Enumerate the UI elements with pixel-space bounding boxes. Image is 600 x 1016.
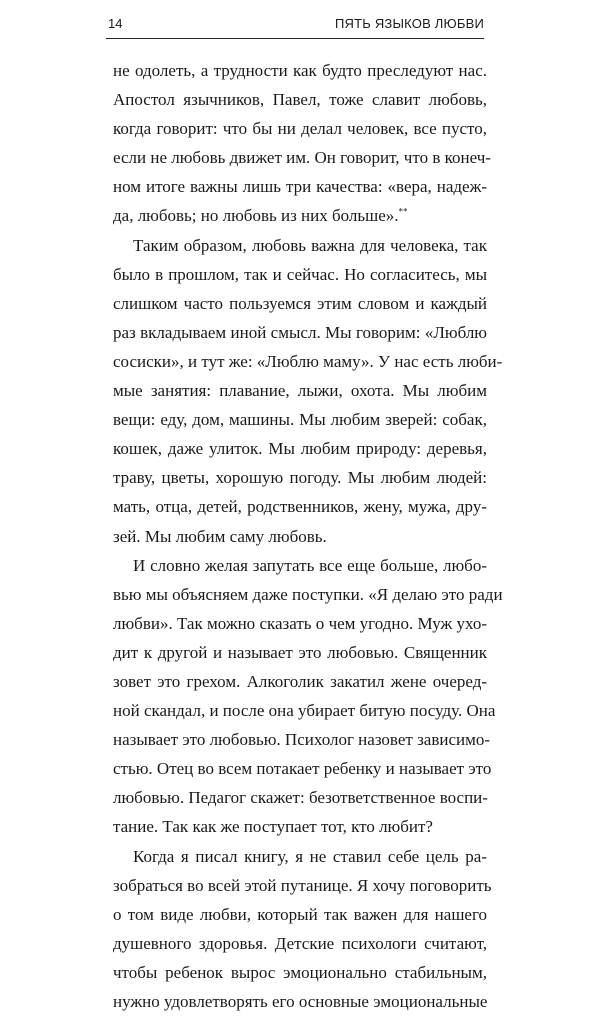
text-line: мые занятия: плавание, лыжи, охота. Мы любим [113,381,487,401]
page-header [106,14,484,39]
text-line: кошек, даже улиток. Мы любим природу: деревья, [113,439,487,459]
text-line: о том виде любви, который так важен для нашего [113,904,487,924]
text-line: душевного здоровья. Детские психологи считают, [113,933,487,953]
text-line: Когда я писал книгу, я не ставил себе цель ра- [133,846,487,866]
text-line: сосиски», и тут же: «Люблю маму». У нас есть люби- [113,351,503,371]
text-line: когда говорит: что бы ни делал человек, все пусто, [113,119,487,139]
text-fragment: да, любовь; но любовь из них больше». [113,206,399,226]
paragraph-3 [113,551,503,842]
text-line: не одолеть, а трудности как будто преследуют нас. [113,61,487,80]
text-line [113,201,487,230]
text-line: если не любовь движет им. Он говорит, что в конеч- [113,148,491,168]
text-line: вью мы объясняем даже поступки. «Я делаю это ради [113,584,503,604]
text-line: любви». Так можно сказать о чем угодно. Муж ухо- [113,613,487,633]
text-line: чтобы ребенок вырос эмоционально стабильным, [113,962,487,982]
text-line: раз вкладываем иной смысл. Мы говорим: «Люблю [113,322,487,342]
footnote-mark: ** [398,206,408,217]
text-line: вещи: еду, дом, машины. Мы любим зверей: собак, [113,410,487,430]
text-line: ной скандал, и после она убирает битую посуду. Она [113,701,496,721]
text-line: И словно желая запутать все еще больше, любо- [133,555,487,575]
text-line: стью. Отец во всем потакает ребенку и называет это [113,759,492,779]
text-line: зовет это грехом. Алкоголик закатил жене очеред- [113,671,487,691]
text-line: дит к другой и называет это любовью. Священник [113,642,487,662]
paragraph-4 [113,842,492,1016]
text-line: было в прошлом, так и сейчас. Но согласитесь, мы [113,264,487,284]
text-line: слишком часто пользуемся этим словом и каждый [113,293,487,313]
body-text [113,56,503,1016]
paragraph-1 [113,56,491,231]
running-title: ПЯТЬ ЯЗЫКОВ ЛЮБВИ [335,16,484,31]
text-line: зей. Мы любим саму любовь. [113,526,327,546]
text-line: мать, отца, детей, родственников, жену, мужа, дру- [113,497,487,517]
text-line: любовью. Педагог скажет: безответственное воспи- [113,788,488,808]
text-line: траву, цветы, хорошую погоду. Мы любим людей: [113,468,487,488]
text-line: нужно удовлетворять его основные эмоциональные [113,992,488,1011]
page-number: 14 [108,16,123,31]
text-line: называет это любовью. Психолог назовет зависимо- [113,730,491,750]
text-line: тание. Так как же поступает тот, кто любит? [113,817,433,837]
text-line: зобраться во всей этой путанице. Я хочу поговорить [113,875,492,895]
text-line: Таким образом, любовь важна для человека, так [133,235,487,255]
text-line: Апостол язычников, Павел, тоже славит любовь, [113,90,487,110]
paragraph-2 [113,231,503,551]
text-line: ном итоге важны лишь три качества: «вера, надеж- [113,177,487,197]
